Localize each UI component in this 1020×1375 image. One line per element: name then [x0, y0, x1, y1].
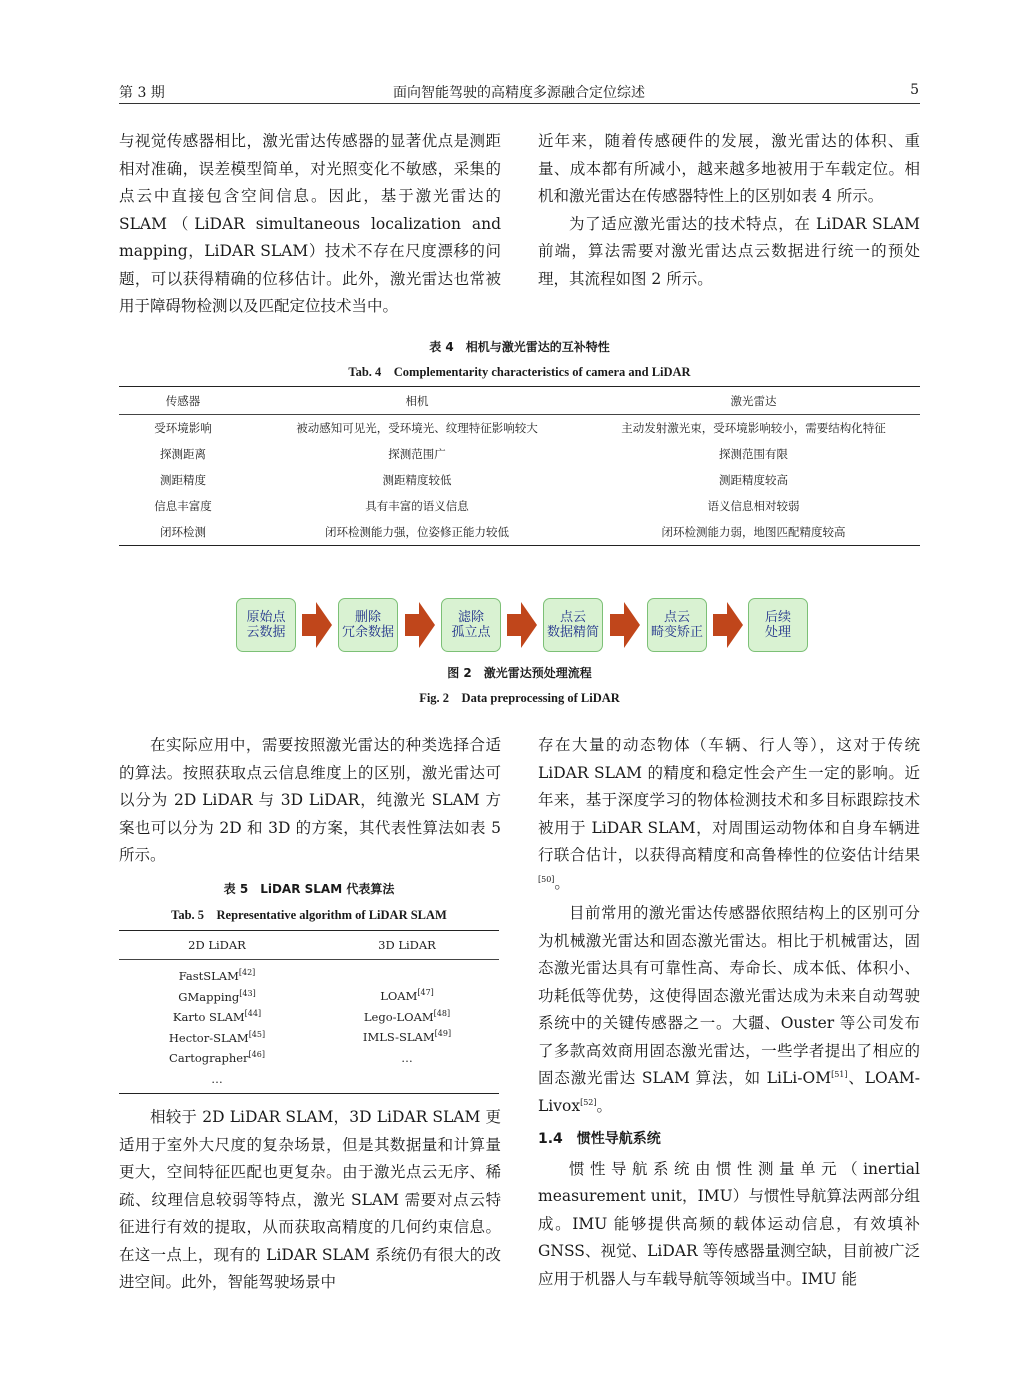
- list-item: Lego-LOAM[48]: [363, 1008, 451, 1024]
- table-cell: 测距精度: [160, 473, 206, 487]
- paragraph: 惯性导航系统由惯性测量单元（inertial measurement unit，IMU）与惯性导航算法两部分组成。IMU 能够提供高频的载体运动信息，有效填补 GNSS、视觉、LiDAR 等传感器量测空缺，目前被广泛应用于机器人与车载导航等领域当中。IMU 能: [538, 1159, 920, 1288]
- table-row: [119, 467, 920, 493]
- table-cell: 被动感知可见光，受环境光、纹理特征影响较大: [296, 421, 538, 435]
- arrow-right-icon: [302, 602, 332, 648]
- citation: [51]: [831, 1069, 848, 1079]
- table-row: [119, 493, 920, 519]
- mid-left-column: [119, 732, 501, 870]
- table-cell: 探测范围广: [388, 447, 446, 461]
- list-item: …: [211, 1071, 223, 1086]
- table5: [119, 930, 499, 1094]
- figure2-caption-cn: 图 2 激光雷达预处理流程: [447, 666, 592, 680]
- flow-step-raw-point-cloud: 原始点 云数据: [236, 598, 296, 652]
- table5-caption-cn: 表 5 LiDAR SLAM 代表算法: [223, 882, 395, 896]
- arrow-right-icon: [610, 602, 640, 648]
- list-item: LOAM[47]: [380, 988, 434, 1003]
- column-header: 相机: [247, 387, 587, 415]
- table4: [119, 386, 920, 546]
- citation: [50]: [538, 874, 555, 884]
- arrow-right-icon: [405, 602, 435, 648]
- list-item: IMLS-SLAM[49]: [362, 1029, 452, 1044]
- paragraph: 相较于 2D LiDAR SLAM，3D LiDAR SLAM 更适用于室外大尺度的复杂场景，但是其数据量和计算量更大，空间特征匹配也更复杂。由于激光点云无序、稀疏、纹理信息较弱等特点，激光 SLAM 需要对点云特征进行有效的提取，从而获取高精度的几何约束信息。在这一点上，现有的 LiDAR SLAM 系统仍有很大的改进空间。此外，智能驾驶场景中: [119, 1108, 501, 1291]
- figure2-caption-en: Fig. 2 Data preprocessing of LiDAR: [419, 691, 620, 705]
- top-left-column: [119, 128, 501, 321]
- table-header-row: [119, 387, 920, 415]
- issue-number: 第 3 期: [119, 85, 165, 101]
- page-number: 5: [910, 82, 919, 98]
- column-header: 传感器: [119, 387, 247, 415]
- table-cell: 闭环检测能力强，位姿修正能力较低: [247, 519, 587, 546]
- table-cell-3d: [315, 960, 499, 1094]
- list-item: Hector-SLAM[45]: [168, 1029, 266, 1045]
- table-cell: 语义信息相对较弱: [707, 499, 800, 513]
- table-row: [119, 960, 499, 1094]
- table-cell: 受环境影响: [154, 421, 212, 435]
- section-heading: 1.4 惯性导航系统: [538, 1131, 661, 1147]
- table-cell: 信息丰富度: [154, 499, 212, 513]
- table-row: [119, 441, 920, 467]
- paragraph: 在实际应用中，需要按照激光雷达的种类选择合适的算法。按照获取点云信息维度上的区别，激光雷达可以分为 2D LiDAR 与 3D LiDAR，纯激光 SLAM 方案也可以分为 2D 和 3D 的方案，其代表性算法如表 5 所示。: [119, 736, 501, 864]
- paragraph: 存在大量的动态物体（车辆、行人等），这对于传统 LiDAR SLAM 的精度和稳定性会产生一定的影响。近年来，基于深度学习的物体检测技术和多目标跟踪技术被用于 LiDAR SLAM，对周围运动物体和自身车辆进行联合估计，以获得高精度和高鲁棒性的位姿估计结果[50]。: [538, 736, 920, 892]
- citation: [52]: [580, 1097, 597, 1107]
- column-header: 3D LiDAR: [315, 931, 499, 960]
- arrow-right-icon: [713, 602, 743, 648]
- list-item: …: [401, 1050, 413, 1065]
- list-item: FastSLAM[42]: [178, 968, 256, 983]
- lower-right-column: [538, 732, 920, 1293]
- top-right-column: [538, 128, 920, 293]
- table-header-row: [119, 931, 499, 960]
- paragraph: 为了适应激光雷达的技术特点，在 LiDAR SLAM 前端，算法需要对激光雷达点云数据进行统一的预处理，其流程如图 2 所示。: [538, 214, 920, 288]
- flow-step-remove-redundant: 删除 冗余数据: [338, 598, 398, 652]
- table-cell: 具有丰富的语义信息: [365, 499, 469, 513]
- table-cell: 探测距离: [160, 447, 206, 461]
- list-item: Cartographer[46]: [169, 1050, 265, 1065]
- table5-caption-en: Tab. 5 Representative algorithm of LiDAR SLAM: [171, 908, 447, 922]
- list-item: Karto SLAM[44]: [172, 1009, 262, 1024]
- running-title: 面向智能驾驶的高精度多源融合定位综述: [393, 85, 645, 101]
- flow-step-simplify: 点云 数据精简: [543, 598, 603, 652]
- table-cell: 闭环检测: [119, 519, 247, 546]
- table-cell: 测距精度较高: [719, 473, 788, 487]
- column-header: 2D LiDAR: [119, 931, 315, 960]
- table-cell: 闭环检测能力弱，地图匹配精度较高: [587, 519, 920, 546]
- table-cell-2d: [119, 960, 315, 1094]
- flow-step-post-processing: 后续 处理: [748, 598, 808, 652]
- table-cell: 主动发射激光束，受环境影响较小，需要结构化特征: [621, 421, 886, 435]
- running-header: [119, 82, 919, 104]
- table4-caption-cn: 表 4 相机与激光雷达的互补特性: [429, 340, 610, 354]
- arrow-right-icon: [507, 602, 537, 648]
- bottom-left-column: [119, 1104, 501, 1297]
- header-rule: [119, 103, 920, 104]
- paragraph: 近年来，随着传感硬件的发展，激光雷达的体积、重量、成本都有所减小，越来越多地被用于车载定位。相机和激光雷达在传感器特性上的区别如表 4 所示。: [538, 132, 920, 205]
- table-cell: 测距精度较低: [382, 473, 452, 487]
- column-header: 激光雷达: [587, 387, 920, 415]
- paragraph: 与视觉传感器相比，激光雷达传感器的显著优点是测距相对准确，误差模型简单，对光照变化不敏感，采集的点云中直接包含空间信息。因此，基于激光雷达的 SLAM（LiDAR simultaneous localization and mapping，LiDAR SLAM）技术不存在尺度漂移的问题，可以获得精确的位移估计。此外，激光雷达也常被用于障碍物检测以及匹配定位技术当中。: [119, 132, 501, 315]
- list-item: GMapping[43]: [178, 988, 256, 1004]
- table-row: [119, 415, 920, 442]
- table-row: [119, 519, 920, 546]
- table-cell: 探测范围有限: [719, 447, 788, 461]
- table4-caption-en: Tab. 4 Complementarity characteristics of camera and LiDAR: [348, 365, 691, 379]
- flow-step-distortion-correction: 点云 畸变矫正: [647, 598, 707, 652]
- flow-step-filter-outliers: 滤除 孤立点: [441, 598, 501, 652]
- paragraph: 目前常用的激光雷达传感器依照结构上的区别可分为机械激光雷达和固态激光雷达。相比于机械雷达，固态激光雷达具有可靠性高、寿命长、成本低、体积小、功耗低等优势，这使得固态激光雷达成为未来自动驾驶系统中的关键传感器之一。大疆、Ouster 等公司发布了多款高效商用固态激光雷达，一些学者提出了相应的固态激光雷达 SLAM 算法，如 LiLi-OM[51]、LOAM-Livox[52]。: [538, 904, 920, 1115]
